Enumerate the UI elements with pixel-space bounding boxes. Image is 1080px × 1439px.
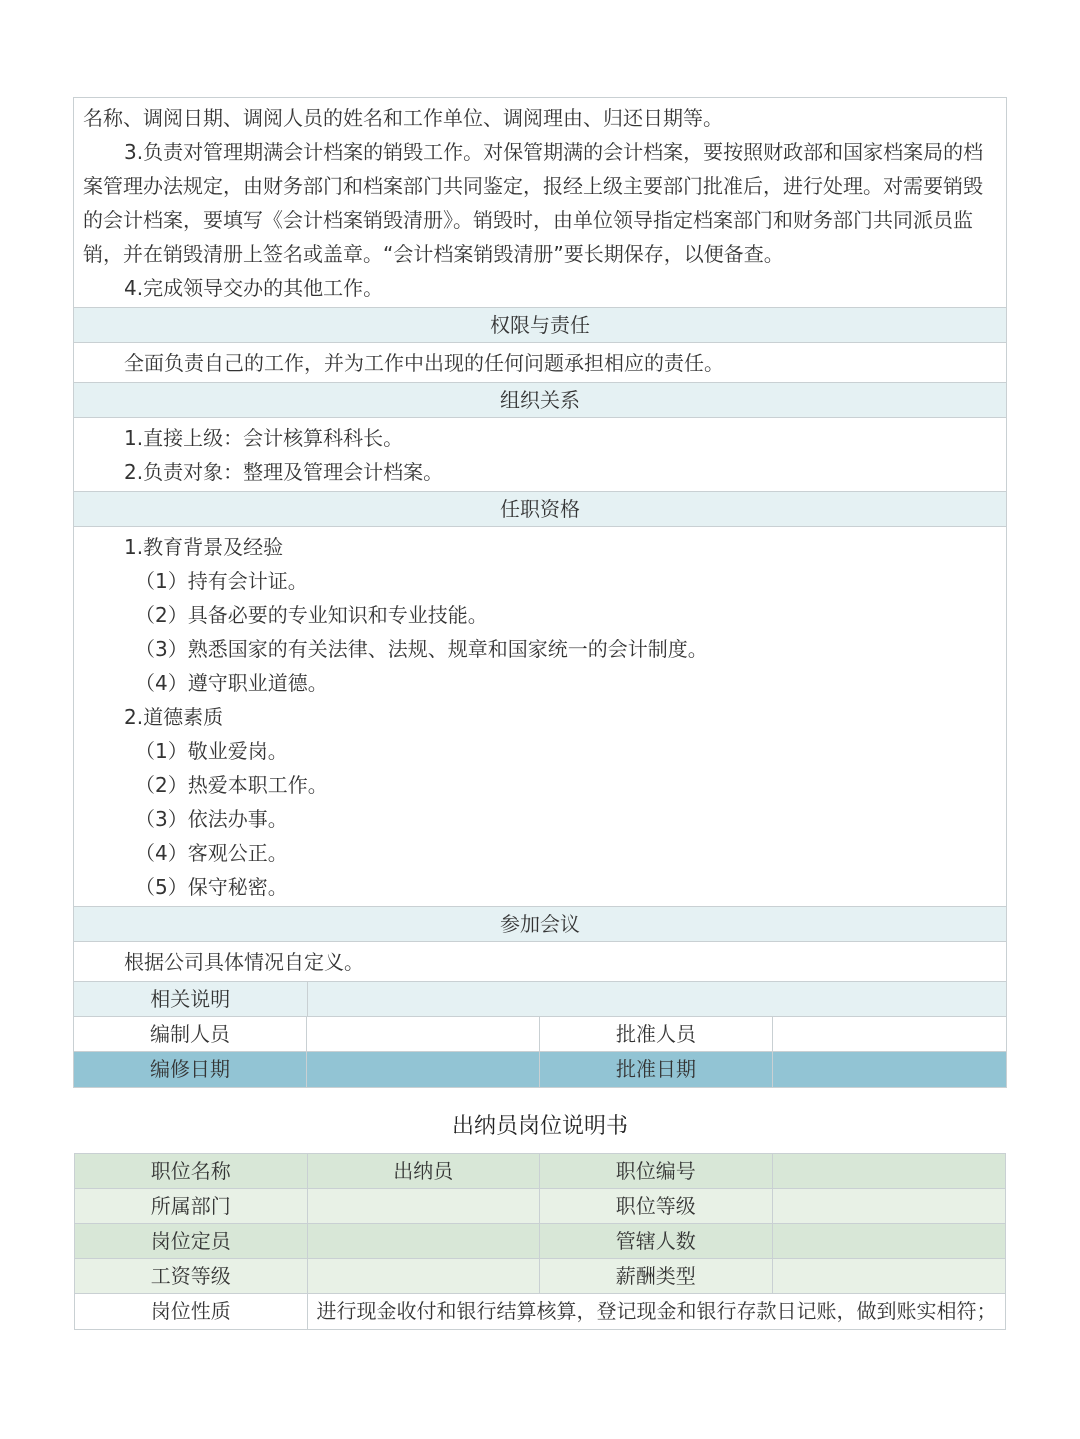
cell: 管辖人数 xyxy=(540,1224,773,1258)
notes-row xyxy=(74,982,1006,1017)
cell: 所属部门 xyxy=(75,1189,308,1223)
notes-value xyxy=(308,982,1007,1016)
qualification-header: 任职资格 xyxy=(74,492,1006,527)
qual-moral-item: （3）依法办事。 xyxy=(135,807,288,831)
cell: 薪酬类型 xyxy=(540,1259,773,1293)
duty-line: 的会计档案，要填写《会计档案销毁清册》。销毁时，由单位领导指定档案部门和财务部门共同派员监 xyxy=(83,208,973,232)
cell xyxy=(308,1259,541,1293)
org-section xyxy=(74,418,1006,492)
qual-edu-item: （3）熟悉国家的有关法律、法规、规章和国家统一的会计制度。 xyxy=(135,637,708,661)
cell xyxy=(308,1224,541,1258)
editor-row xyxy=(74,1017,1006,1052)
duty-line: 案管理办法规定，由财务部门和档案部门共同鉴定，报经上级主要部门批准后，进行处理。对需要销毁 xyxy=(83,174,983,198)
org-item: 1.直接上级：会计核算科科长。 xyxy=(124,426,404,450)
cell: 出纳员 xyxy=(308,1154,541,1188)
edit-date-value xyxy=(307,1052,540,1087)
qual-moral-item: （4）客观公正。 xyxy=(135,841,288,865)
qual-moral-item: （1）敬业爱岗。 xyxy=(135,739,288,763)
org-item: 2.负责对象：整理及管理会计档案。 xyxy=(124,460,444,484)
date-row xyxy=(74,1052,1006,1087)
qual-moral-item: （2）热爱本职工作。 xyxy=(135,773,328,797)
job-description-table xyxy=(73,97,1007,1088)
qual-edu-item: （4）遵守职业道德。 xyxy=(135,671,328,695)
approve-date-label: 批准日期 xyxy=(540,1052,773,1087)
authority-text: 全面负责自己的工作，并为工作中出现的任何问题承担相应的责任。 xyxy=(124,351,724,375)
notes-label: 相关说明 xyxy=(74,982,308,1016)
nature-label: 岗位性质 xyxy=(75,1294,308,1329)
authority-section xyxy=(74,343,1006,383)
duties-section xyxy=(74,98,1006,308)
nature-text: 进行现金收付和银行结算核算，登记现金和银行存款日记账，做到账实相符； xyxy=(316,1299,997,1323)
nature-row xyxy=(75,1294,1005,1329)
cell xyxy=(773,1224,1006,1258)
cell: 职位编号 xyxy=(540,1154,773,1188)
qual-moral-item: （5）保守秘密。 xyxy=(135,875,288,899)
cell: 工资等级 xyxy=(75,1259,308,1293)
authority-header: 权限与责任 xyxy=(74,308,1006,343)
cell xyxy=(773,1154,1006,1188)
cell: 职位名称 xyxy=(75,1154,308,1188)
table-row xyxy=(75,1259,1005,1294)
cell: 职位等级 xyxy=(540,1189,773,1223)
cell xyxy=(773,1189,1006,1223)
org-header: 组织关系 xyxy=(74,383,1006,418)
meeting-section xyxy=(74,942,1006,982)
cell: 岗位定员 xyxy=(75,1224,308,1258)
qual-edu-item: （2）具备必要的专业知识和专业技能。 xyxy=(135,603,488,627)
cell xyxy=(773,1259,1006,1293)
duty-line: 销，并在销毁清册上签名或盖章。“会计档案销毁清册”要长期保存，以便备查。 xyxy=(83,242,784,266)
qual-edu-item: （1）持有会计证。 xyxy=(135,569,308,593)
approve-date-value xyxy=(773,1052,1006,1087)
cashier-doc-title: 出纳员岗位说明书 xyxy=(451,1114,628,1139)
qual-moral-title: 2.道德素质 xyxy=(124,705,224,729)
editor-value xyxy=(307,1017,540,1051)
table-row xyxy=(75,1224,1005,1259)
meeting-text: 根据公司具体情况自定义。 xyxy=(124,950,364,974)
approver-value xyxy=(773,1017,1006,1051)
duty-line: 3.负责对管理期满会计档案的销毁工作。对保管期满的会计档案，要按照财政部和国家档案局的档 xyxy=(124,140,984,164)
qualification-section xyxy=(74,527,1006,907)
editor-label: 编制人员 xyxy=(74,1017,307,1051)
duty-line: 4.完成领导交办的其他工作。 xyxy=(124,276,384,300)
edit-date-label: 编修日期 xyxy=(74,1052,307,1087)
cashier-info-table xyxy=(74,1153,1006,1330)
approver-label: 批准人员 xyxy=(540,1017,773,1051)
table-row xyxy=(75,1154,1005,1189)
duty-line: 名称、调阅日期、调阅人员的姓名和工作单位、调阅理由、归还日期等。 xyxy=(83,106,723,130)
table-row xyxy=(75,1189,1005,1224)
meeting-header: 参加会议 xyxy=(74,907,1006,942)
cell xyxy=(308,1189,541,1223)
qual-edu-title: 1.教育背景及经验 xyxy=(124,535,284,559)
